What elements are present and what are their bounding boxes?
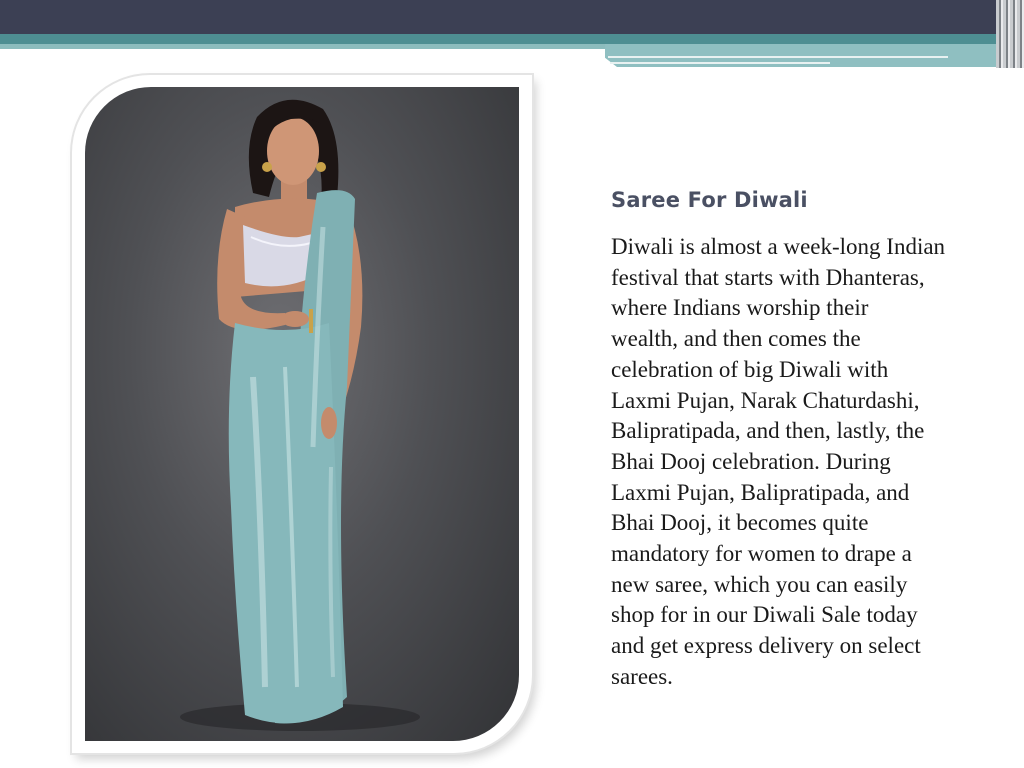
saree-model-photo [85,87,519,741]
header-corner-stripes [996,0,1024,68]
model-illustration [85,87,519,741]
photo-frame [72,75,532,753]
header-bar [0,0,1024,34]
header-accent-stripe [0,34,1000,44]
slide-body-text: Diwali is almost a week-long Indian festival that starts with Dhanteras, where Indians worship their wealth, and then comes the celebration of big Diwali with Laxmi Pujan, Narak Chaturdashi, Balipratipada, and then, lastly, the Bhai Dooj celebration. During Laxmi Pujan, Balipratipada, and Bhai Dooj, it becomes quite mandatory for women to drape a new saree, which you can easily shop for in our Diwali Sale today and get express delivery on select sarees. [611,234,946,689]
header-tab-line [608,56,948,58]
header-light-stripe [0,44,605,49]
header-tab-line-secondary [610,62,830,64]
slide-title: Saree For Diwali [611,188,808,212]
